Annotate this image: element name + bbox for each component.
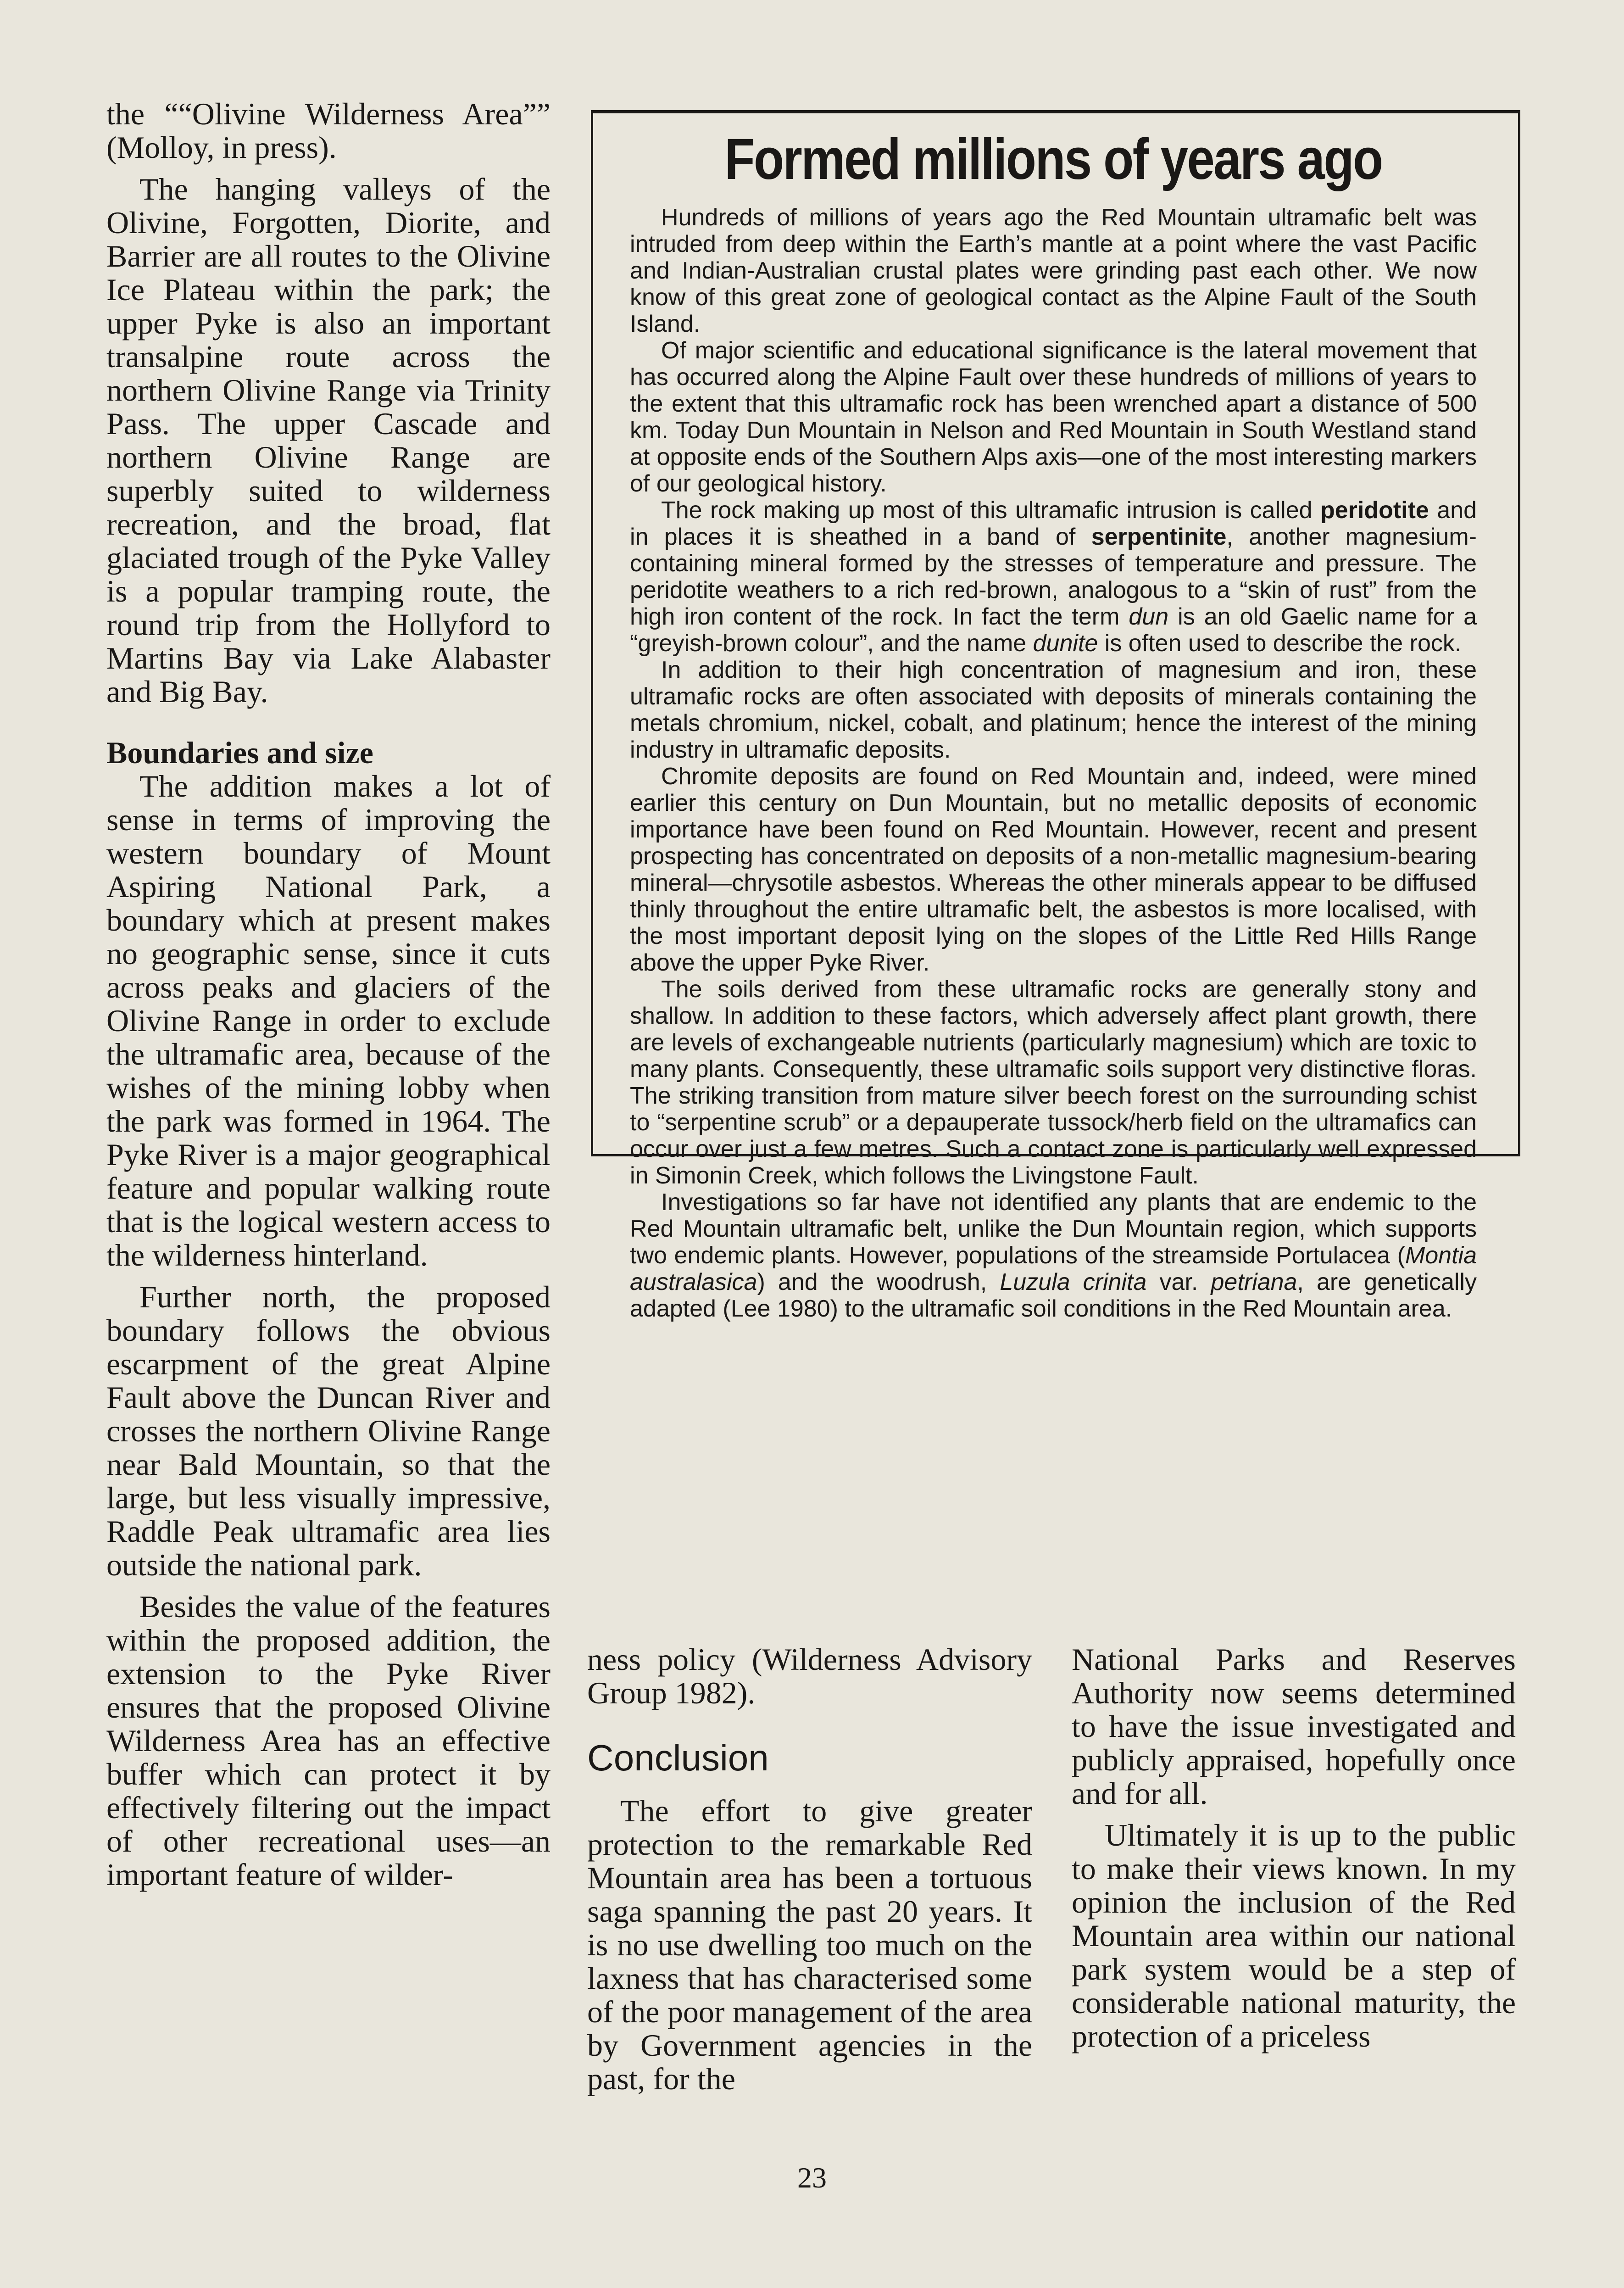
term-serpentinite: serpentinite: [1091, 524, 1227, 550]
variety-petriana: petriana: [1211, 1269, 1297, 1295]
left-paragraph-1: the ““Olivine Wilderness Area”” (Molloy, in press).: [106, 96, 551, 165]
sidebar-paragraph-4: In addition to their high concentration of magnesium and iron, these ultramafic rocks are often associated with deposits of minerals containing the metals chromium, nickel, cobalt, and platinum; hence the interest of the mining industry in ultramafic deposits.: [630, 657, 1477, 763]
page-number: 23: [797, 2161, 827, 2194]
middle-continuation: ness policy (Wilderness Advisory Group 1982).: [587, 1642, 1032, 1710]
right-column: [1072, 1643, 1516, 2053]
sidebar-text: is often used to describe the rock.: [1098, 630, 1462, 657]
sidebar-text: , another magnesium-containing mineral formed by the stresses of temperature and pressure. The peridotite weathers to a rich red-brown, analogous to a “skin of rust” from the high iron content of the rock. In fact the term: [630, 524, 1477, 630]
left-column: [106, 97, 551, 1892]
sidebar-text: The rock making up most of this ultramafic intrusion is called: [661, 497, 1320, 524]
sidebar-text: and in places it is sheathed in a band of: [630, 497, 1477, 550]
sidebar-paragraph-2: Of major scientific and educational significance is the lateral movement that has occurred along the Alpine Fault over these hundreds of millions of years to the extent that this ultramafic rock has been wrenched apart a distance of 500 km. Today Dun Mountain in Nelson and Red Mountain in South Westland stand at opposite ends of the Southern Alps axis—one of the most interesting markers of our geological history.: [630, 337, 1477, 497]
sidebar-text: Investigations so far have not identified any plants that are endemic to the Red Mountain ultramafic belt, unlike the Dun Mountain region, which supports two endemic plants. However, populations of the streamside Portulacea (: [630, 1189, 1477, 1269]
conclusion-heading: Conclusion: [587, 1737, 769, 1778]
middle-column: [587, 1643, 1032, 2096]
sidebar-paragraph-1: Hundreds of millions of years ago the Red Mountain ultramafic belt was intruded from deep within the Earth’s mantle at a point where the vast Pacific and Indian-Australian crustal plates were grinding past each other. We now know of this great zone of geological contact as the Alpine Fault of the South Island.: [630, 204, 1477, 337]
sidebar-title: Formed millions of years ago: [724, 127, 1382, 191]
term-peridotite: peridotite: [1320, 497, 1429, 524]
right-paragraph: Ultimately it is up to the public to make their views known. In my opinion the inclusion of the Red Mountain area within our national park system would be a step of considerable national maturity, the protection of a priceless: [1072, 1818, 1516, 2054]
species-montia: Montia australasica: [630, 1242, 1477, 1295]
term-dunite: dunite: [1033, 630, 1098, 657]
left-paragraph-2: The hanging valleys of the Olivine, Forgotten, Diorite, and Barrier are all routes to the Olivine Ice Plateau within the park; the upper Pyke is also an important transalpine route across the northern Olivine Range via Trinity Pass. The upper Cascade and northern Olivine Range are superbly suited to wilderness recreation, and the broad, flat glaciated trough of the Pyke Valley is a popular tramping route, the round trip from the Hollyford to Martins Bay via Lake Alabaster and Big Bay.: [106, 172, 551, 709]
boundaries-paragraph-1: The addition makes a lot of sense in terms of improving the western boundary of Mount Aspiring National Park, a boundary which at present makes no geographic sense, since it cuts across peaks and glaciers of the Olivine Range in order to exclude the ultramafic area, because of the wishes of the mining lobby when the park was formed in 1964. The Pyke River is a major geographical feature and popular walking route that is the logical western access to the wilderness hinterland.: [106, 769, 551, 1272]
conclusion-paragraph: The effort to give greater protection to the remarkable Red Mountain area has been a tortuous saga spanning the past 20 years. It is no use dwelling too much on the laxness that has characterised some of the poor management of the area by Government agencies in the past, for the: [587, 1793, 1032, 2096]
sidebar-text: ) and the woodrush,: [757, 1269, 1000, 1295]
sidebar-body: [630, 204, 1477, 1322]
right-continuation: National Parks and Reserves Authority now seems determined to have the issue investigated and publicly appraised, hopefully once and for all.: [1072, 1642, 1516, 1811]
sidebar-text: is an old Gaelic name for a “greyish-brown colour”, and the name: [630, 603, 1477, 657]
sidebar-text: var.: [1146, 1269, 1211, 1295]
sidebar-paragraph-3: [630, 497, 1477, 657]
sidebar-paragraph-5: Chromite deposits are found on Red Mountain and, indeed, were mined earlier this century on Dun Mountain, but no metallic deposits of economic importance have been found on Red Mountain. However, recent and present prospecting has concentrated on deposits of a non-metallic magnesium-bearing mineral—chrysotile asbestos. Whereas the other minerals appear to be diffused thinly throughout the entire ultramafic belt, the asbestos is more localised, with the most important deposit lying on the slopes of the Little Red Hills Range above the upper Pyke River.: [630, 763, 1477, 976]
sidebar-box: [591, 110, 1520, 1322]
sidebar-text: , are genetically adapted (Lee 1980) to the ultramafic soil conditions in the Red Mountain area.: [630, 1269, 1477, 1322]
term-dun: dun: [1129, 603, 1169, 630]
boundaries-paragraph-3: Besides the value of the features within the proposed addition, the extension to the Pyke River ensures that the proposed Olivine Wilderness Area has an effective buffer which can protect it by effectively filtering out the impact of other recreational uses—an important feature of wilder-: [106, 1589, 551, 1892]
boundaries-paragraph-2: Further north, the proposed boundary follows the obvious escarpment of the great Alpine Fault above the Duncan River and crosses the northern Olivine Range near Bald Mountain, so that the large, but less visually impressive, Raddle Peak ultramafic area lies outside the national park.: [106, 1279, 551, 1582]
species-luzula: Luzula crinita: [1000, 1269, 1147, 1295]
sidebar-paragraph-7: [630, 1189, 1477, 1322]
boundaries-heading: Boundaries and size: [106, 735, 373, 770]
sidebar-paragraph-6: The soils derived from these ultramafic rocks are generally stony and shallow. In addition to these factors, which adversely affect plant growth, there are levels of exchangeable nutrients (particularly magnesium) which are toxic to many plants. Consequently, these ultramafic soils support very distinctive floras. The striking transition from mature silver beech forest on the surrounding schist to “serpentine scrub” or a depauperate tussock/herb field on the ultramafics can occur over just a few metres. Such a contact zone is particularly well expressed in Simonin Creek, which follows the Livingstone Fault.: [630, 976, 1477, 1189]
